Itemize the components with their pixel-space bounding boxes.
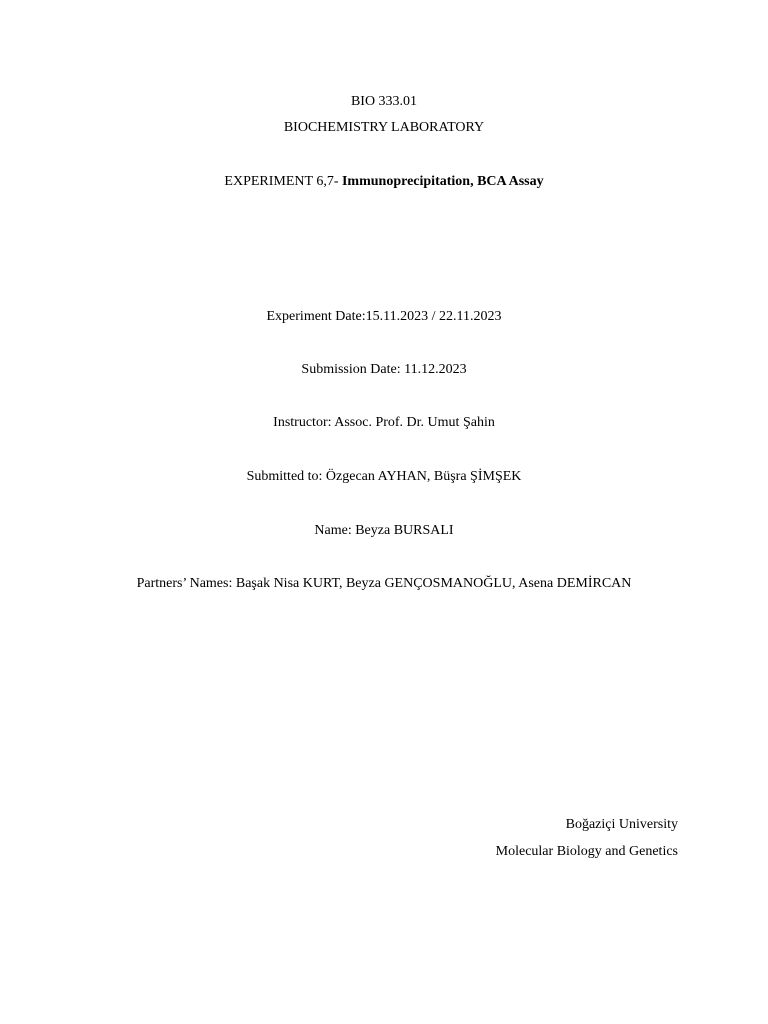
course-name: BIOCHEMISTRY LABORATORY (283, 120, 485, 135)
department-name: Molecular Biology and Genetics (495, 844, 678, 859)
experiment-prefix: EXPERIMENT 6,7- (224, 174, 342, 189)
course-code: BIO 333.01 (350, 94, 418, 109)
partners-names: Partners’ Names: Başak Nisa KURT, Beyza GENÇOSMANOĞLU, Asena DEMİRCAN (136, 576, 632, 591)
submitted-to: Submitted to: Özgecan AYHAN, Büşra ŞİMŞEK (246, 469, 522, 484)
university-name: Boğaziçi University (565, 817, 678, 832)
submission-date: Submission Date: 11.12.2023 (301, 362, 467, 377)
experiment-date: Experiment Date:15.11.2023 / 22.11.2023 (266, 309, 502, 324)
experiment-heading (0, 173, 768, 191)
instructor: Instructor: Assoc. Prof. Dr. Umut Şahin (273, 415, 495, 430)
student-name: Name: Beyza BURSALI (314, 523, 454, 538)
experiment-title: Immunoprecipitation, BCA Assay (341, 174, 544, 189)
